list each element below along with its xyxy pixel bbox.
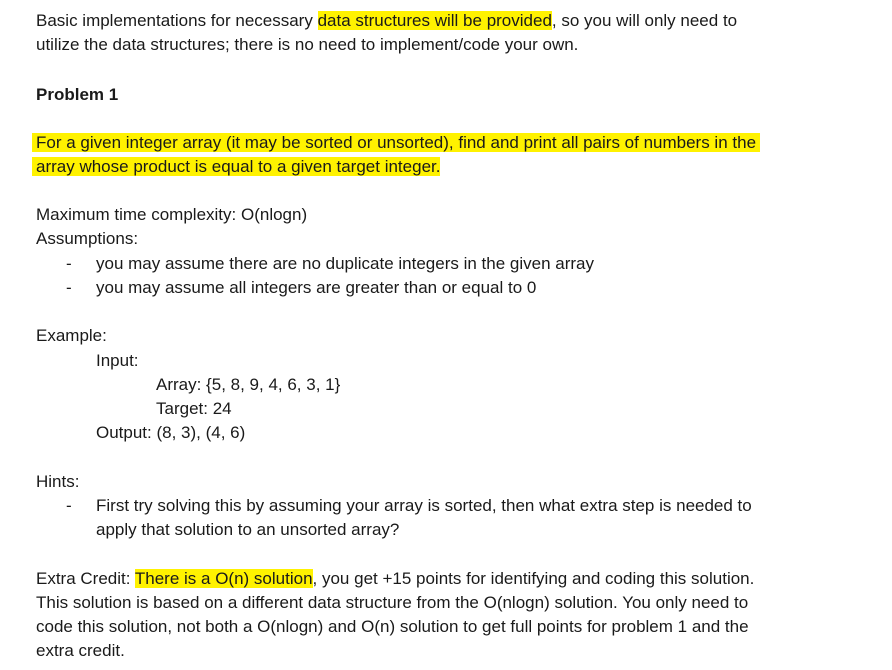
extra-credit-highlight: There is a O(n) solution — [134, 569, 313, 588]
time-complexity: Maximum time complexity: O(nlogn) — [36, 205, 308, 224]
extra-credit-text: , you get +15 points for identifying and coding this solution. — [312, 569, 755, 588]
problem-statement-line-1 — [36, 131, 760, 155]
intro-highlight: data structures will be provided — [317, 11, 552, 30]
problem-statement-highlight-2: array whose product is equal to a given target integer. — [32, 157, 440, 176]
assumption-text: you may assume all integers are greater than or equal to 0 — [96, 278, 537, 297]
example-label: Example: — [36, 326, 107, 345]
problem-statement-line-2 — [36, 155, 440, 179]
problem-statement-highlight-1: For a given integer array (it may be sorted or unsorted), find and print all pairs of numbers in the — [32, 133, 760, 152]
extra-credit-label: Extra Credit: — [36, 569, 135, 588]
intro-text-tail: , so you will only need to — [551, 11, 738, 30]
bullet-dash-icon: - — [66, 278, 72, 297]
hint-text-line-1: First try solving this by assuming your array is sorted, then what extra step is needed to — [96, 496, 752, 515]
extra-credit-line-3: code this solution, not both a O(nlogn) and O(n) solution to get full points for problem 1 and the — [36, 617, 749, 636]
example-input-label: Input: — [96, 351, 139, 370]
example-target: Target: 24 — [156, 399, 232, 418]
intro-line-2: utilize the data structures; there is no need to implement/code your own. — [36, 35, 579, 54]
extra-credit-line-2: This solution is based on a different data structure from the O(nlogn) solution. You only need to — [36, 593, 749, 612]
bullet-dash-icon: - — [66, 254, 72, 273]
extra-credit-line-1 — [36, 567, 754, 591]
assumptions-label: Assumptions: — [36, 229, 139, 248]
hint-text-line-2: apply that solution to an unsorted array? — [96, 520, 400, 539]
example-output: Output: (8, 3), (4, 6) — [96, 423, 246, 442]
intro-text: Basic implementations for necessary — [36, 11, 318, 30]
bullet-dash-icon: - — [66, 496, 72, 515]
problem-heading: Problem 1 — [36, 85, 119, 104]
assumption-text: you may assume there are no duplicate integers in the given array — [96, 254, 594, 273]
hints-label: Hints: — [36, 472, 80, 491]
intro-line-1 — [36, 9, 737, 33]
example-array: Array: {5, 8, 9, 4, 6, 3, 1} — [156, 375, 341, 394]
extra-credit-line-4: extra credit. — [36, 641, 125, 660]
